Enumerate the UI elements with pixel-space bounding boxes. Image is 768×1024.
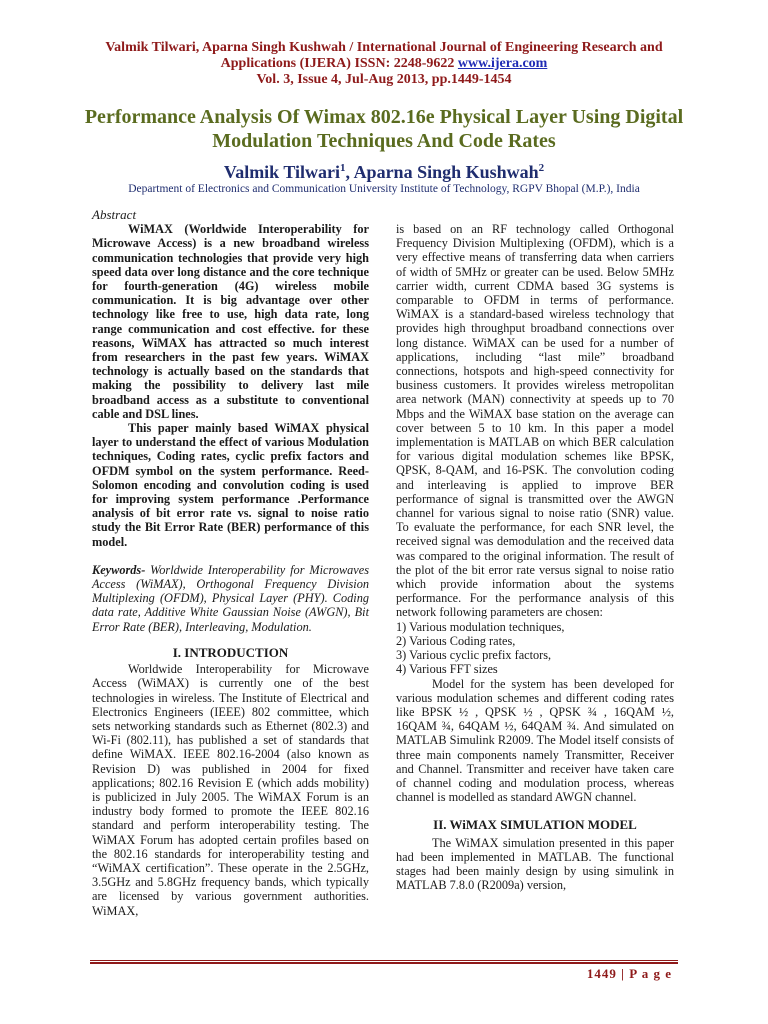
keywords-label: Keywords- <box>92 562 146 577</box>
author-1: Valmik Tilwari <box>223 162 341 182</box>
page-number: 1449 | P a g e <box>586 966 672 981</box>
journal-header <box>0 40 768 88</box>
abstract-paragraph-1: WiMAX (Worldwide Interoperability for Microwave Access) is a new broadband wireless communication technologies that provide very high speed data over long distance and the core technique for fourth-generation (4G) wireless mobile communication. It is big advantage over other technology like free to use, high data rate, long range communication and cost effective. for these reasons, WiMAX has attracted so much interest from researchers in the past few years. WiMAX technology is actually based on the standards that making the possibility to delivery last mile broadband access as a substitute to conventional cable and DSL lines. <box>92 222 369 421</box>
paper-title: Performance Analysis Of Wimax 802.16e Physical Layer Using Digital Modulation Techniques And Code Rates <box>84 106 684 152</box>
header-line-2 <box>0 56 768 72</box>
left-column <box>92 208 369 918</box>
section-heading-simulation: II. WiMAX SIMULATION MODEL <box>433 817 637 833</box>
right-paragraph-1: is based on an RF technology called Orthogonal Frequency Division Multiplexing (OFDM), which is a very effective means of transferring data when carriers of width of 5MHz or greater can be used. Below 5MHz carrier width, current CDMA based 3G systems is comparable to OFDM in terms of performance. WiMAX is a standard-based wireless technology that provides high throughput broadband connections over long distance. WiMAX can be used for a number of applications, including “last mile” broadband connections, hotspots and high-speed connectivity for business customers. It provides wireless metropolitan area network (MAN) connectivity at speeds up to 70 Mbps and the WiMAX base station on the average can cover between 5 to 10 km. In this paper a model implementation is MATLAB on which BER calculation for various digital modulation schemes like BPSK, QPSK, 8-QAM, and 16-PSK. The convolution coding and interleaving is applied to improve BER performance of signal is transmitted over the AWGN channel for various signal to noise ratio (SNR) value. To evaluate the performance, for each SNR level, the received signal was demodulation and the received data was compared to the original information. The result of the plot of the bit error rate versus signal to noise ratio which provide information about the systems performance. For the performance analysis of this network following parameters are chosen: <box>396 222 674 620</box>
author-2: Aparna Singh Kushwah <box>353 162 539 182</box>
header-line-1: Valmik Tilwari, Aparna Singh Kushwah / International Journal of Engineering Research and <box>105 40 663 55</box>
intro-paragraph: Worldwide Interoperability for Microwave Access (WiMAX) is currently one of the best technologies in wireless. The Institute of Electrical and Electronics Engineers (IEEE) 802 committee, which sets networking standards such as Ethernet (802.3) and Wi-Fi (802.11), has published a set of standards that define WiMAX. IEEE 802.16-2004 (also known as Revision D) was published in 2004 for fixed applications; 802.16 Revision E (which adds mobility) is publicized in July 2005. The WiMAX Forum is an industry body formed to promote the IEEE 802.16 standard and perform interoperability testing. The WiMAX Forum has adopted certain profiles based on the 802.16 standards for interoperability testing and “WiMAX certification”. These operate in the 2.5GHz, 3.5GHz and 5.8GHz frequency bands, which typically are licensed by various government authorities. WiMAX, <box>92 662 369 918</box>
footer-divider <box>90 960 678 961</box>
footer-divider-thick <box>90 962 678 964</box>
authors <box>0 162 768 183</box>
author-1-sup: 1 <box>340 162 346 174</box>
abstract-paragraph-2: This paper mainly based WiMAX physical layer to understand the effect of various Modulation techniques, Coding rates, cyclic prefix factors and OFDM symbol on the system performance. Reed-Solomon encoding and convolution coding is used for improving system performance .Performance analysis of bit error rate vs. signal to noise ratio study the Bit Error Rate (BER) performance of this model. <box>92 421 369 549</box>
list-item: 2) Various Coding rates, <box>396 633 516 648</box>
abstract-heading: Abstract <box>92 207 137 222</box>
right-paragraph-3: The WiMAX simulation presented in this paper had been implemented in MATLAB. The functional stages had been mainly design by using simulink in MATLAB 7.8.0 (R2009a) version, <box>396 835 674 893</box>
list-item: 4) Various FFT sizes <box>396 662 498 677</box>
author-sep: , <box>345 162 354 182</box>
list-item: 1) Various modulation techniques, <box>396 619 565 634</box>
right-column <box>396 222 674 892</box>
header-line-3: Vol. 3, Issue 4, Jul-Aug 2013, pp.1449-1454 <box>256 72 512 87</box>
parameter-list <box>396 620 674 677</box>
right-paragraph-2: Model for the system has been developed for various modulation schemes and different coding rates like BPSK ½ , QPSK ½ , QPSK ¾ , 16QAM ½, 16QAM ¾, 64QAM ½, 64QAM ¾. And simulated on MATLAB Simulink R2009. The Model itself consists of three main components namely Transmitter, Receiver and Channel. Transmitter and receiver have taken care of channel coding and modulation process, whereas channel is modelled as standard AWGN channel. <box>396 676 674 805</box>
list-item: 3) Various cyclic prefix factors, <box>396 648 552 663</box>
section-heading-introduction: I. INTRODUCTION <box>172 644 289 660</box>
keywords-text: Worldwide Interoperability for Microwaves Access (WiMAX), Orthogonal Frequency Division Multiplexing (OFDM), Physical Layer (PHY). Coding data rate, Additive White Gaussian Noise (AWGN), Bit Error Rate (BER), Interleaving, Modulation. <box>92 562 369 634</box>
keywords <box>92 563 369 634</box>
affiliation: Department of Electronics and Communication University Institute of Technology, RGPV Bhopal (M.P.), India <box>128 183 640 195</box>
author-2-sup: 2 <box>538 162 545 174</box>
header-issn: Applications (IJERA) ISSN: 2248-9622 <box>220 56 458 71</box>
journal-link[interactable]: www.ijera.com <box>457 56 548 71</box>
